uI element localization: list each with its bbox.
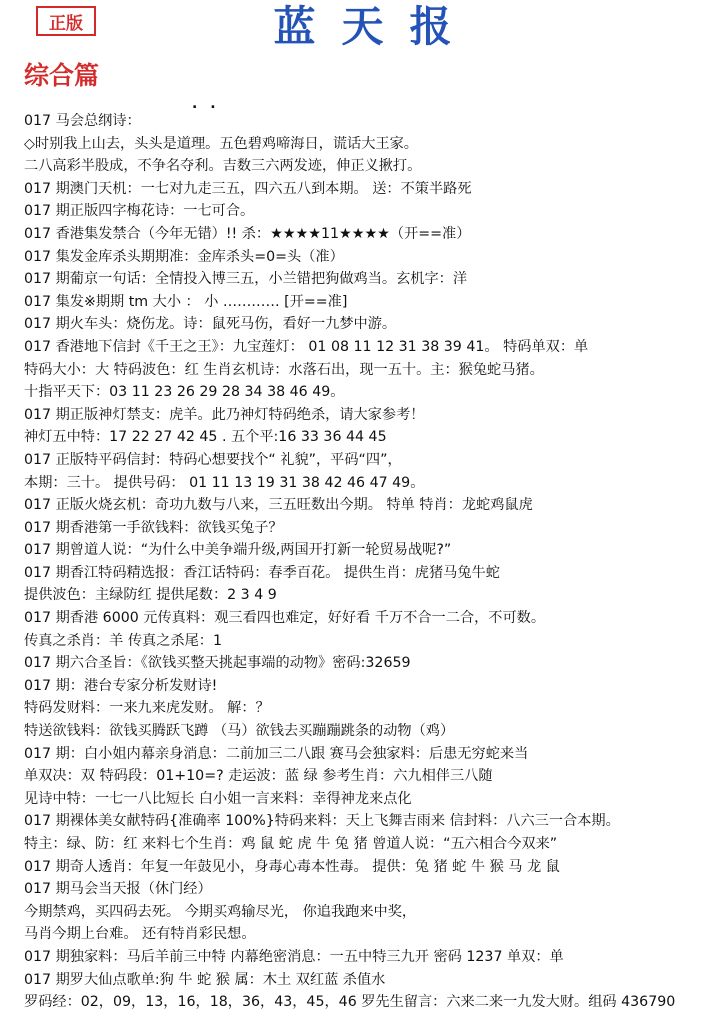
text-line: 017 期六合圣旨：《欲钱买整天挑起事端的动物》密码:32659 [24, 655, 411, 672]
text-line: 今期禁鸡，买四码去死。 今期买鸡输尽光， 你追我跑来中奖， [24, 903, 417, 920]
text-line: 017 期火车头：烧伤龙。诗：鼠死马伤，看好一九梦中游。 [24, 316, 397, 333]
text-line: ◇时别我上山去，头头是道理。五色碧鸡啼海日，谎话大王家。 [24, 135, 418, 152]
authentic-stamp: 正版 [36, 6, 96, 36]
text-line: 017 正版特平码信封：特码心想要找个“ 礼貌”，平码“四”， [24, 451, 402, 468]
text-line: 罗码经：02，09，13，16，18，36，43，45，46 罗先生留言：六来二来一九发大财。组码 436790 [24, 994, 676, 1011]
text-line: 017 期香港 6000 元传真料：观三看四也难定，好好看 千万不合一二合，不可数。 [24, 610, 546, 627]
text-line: 017 期曾道人说：“为什么中美争端升级,两国开打新一轮贸易战呢?” [24, 542, 452, 559]
text-line: 十指平天下：03 11 23 26 29 28 34 38 46 49。 [24, 384, 345, 401]
text-line: 017 马会总纲诗： [24, 113, 141, 129]
text-line: 017 期裸体美女献特码{准确率 100%}特码来料：天上飞舞吉雨来 信封料：八六三一合本期。 [24, 813, 620, 830]
text-line: 本期：三十。 提供号码： 01 11 13 19 31 38 42 46 47 49。 [24, 474, 425, 491]
text-line: 017 期葡京一句话：全情投入博三五，小兰错把狗做鸡当。玄机字：洋 [24, 271, 468, 288]
text-line: 二八高彩半股成，不争名夺利。吉数三六两发迹，伸正义揪打。 [24, 158, 422, 175]
text-line: 特送欲钱料：欲钱买腾跃飞蹲 （马）欲钱去买蹦蹦跳条的动物（鸡） [24, 723, 455, 740]
text-line: 特码大小：大 特码波色：红 生肖玄机诗：水落石出，现一五十。主：猴兔蛇马猪。 [24, 361, 544, 378]
text-line: 017 正版火烧玄机：奇功九数与八来，三五旺数出今期。 特单 特肖：龙蛇鸡鼠虎 [24, 497, 533, 514]
decorative-dots: . . [192, 96, 220, 112]
text-line: 017 期：白小姐内幕亲身消息：二前加三二八跟 赛马会独家料：后患无穷蛇来当 [24, 745, 529, 762]
section-title: 综合篇 [24, 61, 100, 90]
text-line: 017 期香港第一手欲钱料：欲钱买兔子？ [24, 519, 283, 536]
text-line: 017 香港集发禁合（今年无错）!! 杀：★★★★11★★★★（开==准） [24, 225, 471, 242]
text-line: 017 期独家料：马后羊前三中特 内幕绝密消息：一五中特三九开 密码 1237 单双：单 [24, 948, 564, 965]
text-line: 017 集发※期期 tm 大小 ： 小 ………… [开==准] [24, 293, 348, 310]
text-line: 017 期罗大仙点歌单:狗 牛 蛇 猴 属：木土 双红蓝 杀值水 [24, 971, 386, 988]
text-line: 017 期澳门天机：一七对九走三五，四六五八到本期。 送：不策半路死 [24, 180, 472, 197]
text-line: 神灯五中特：17 22 27 42 45 . 五个平:16 33 36 44 45 [24, 429, 387, 446]
text-line: 017 集发金库杀头期期准：金库杀头=0=头（准） [24, 248, 344, 265]
newspaper-masthead: 蓝天报 [273, 2, 478, 51]
text-line: 见诗中特：一七一八比短长 白小姐一言来料：幸得神龙来点化 [24, 790, 412, 807]
article-body [24, 110, 724, 1014]
text-line: 传真之杀肖：羊 传真之杀尾：1 [24, 632, 222, 649]
text-line: 017 期奇人透肖：年复一年鼓见小，身毒心毒本性毒。 提供：兔 猪 蛇 牛 猴 马 龙 鼠 [24, 858, 560, 875]
text-line: 017 期正版四字梅花诗：一七可合。 [24, 203, 255, 220]
text-line: 017 期正版神灯禁支：虎羊。此乃神灯特码绝杀，请大家参考！ [24, 406, 425, 423]
text-line: 017 香港地下信封《千王之王》：九宝莲灯： 01 08 11 12 31 38 39 41。 特码单双：单 [24, 338, 589, 355]
text-line: 提供波色：主绿防红 提供尾数：2 3 4 9 [24, 587, 277, 604]
text-line: 017 期马会当天报（休门经） [24, 881, 212, 898]
text-line: 特码发财料：一来九来虎发财。 解：？ [24, 700, 270, 717]
text-line: 单双决：双 特码段：01+10=? 走运波：蓝 绿 参考生肖：六九相伴三八随 [24, 768, 493, 785]
text-line: 特主：绿、防：红 来料七个生肖：鸡 鼠 蛇 虎 牛 兔 猪 曾道人说：“五六相合今双来” [24, 836, 558, 852]
text-line: 017 期：港台专家分析发财诗! [24, 677, 218, 694]
text-line: 017 期香江特码精选报：香江话特码：春季百花。 提供生肖：虎猪马兔牛蛇 [24, 564, 500, 581]
text-line: 马肖今期上台难。 还有特肖彩民想。 [24, 926, 256, 943]
